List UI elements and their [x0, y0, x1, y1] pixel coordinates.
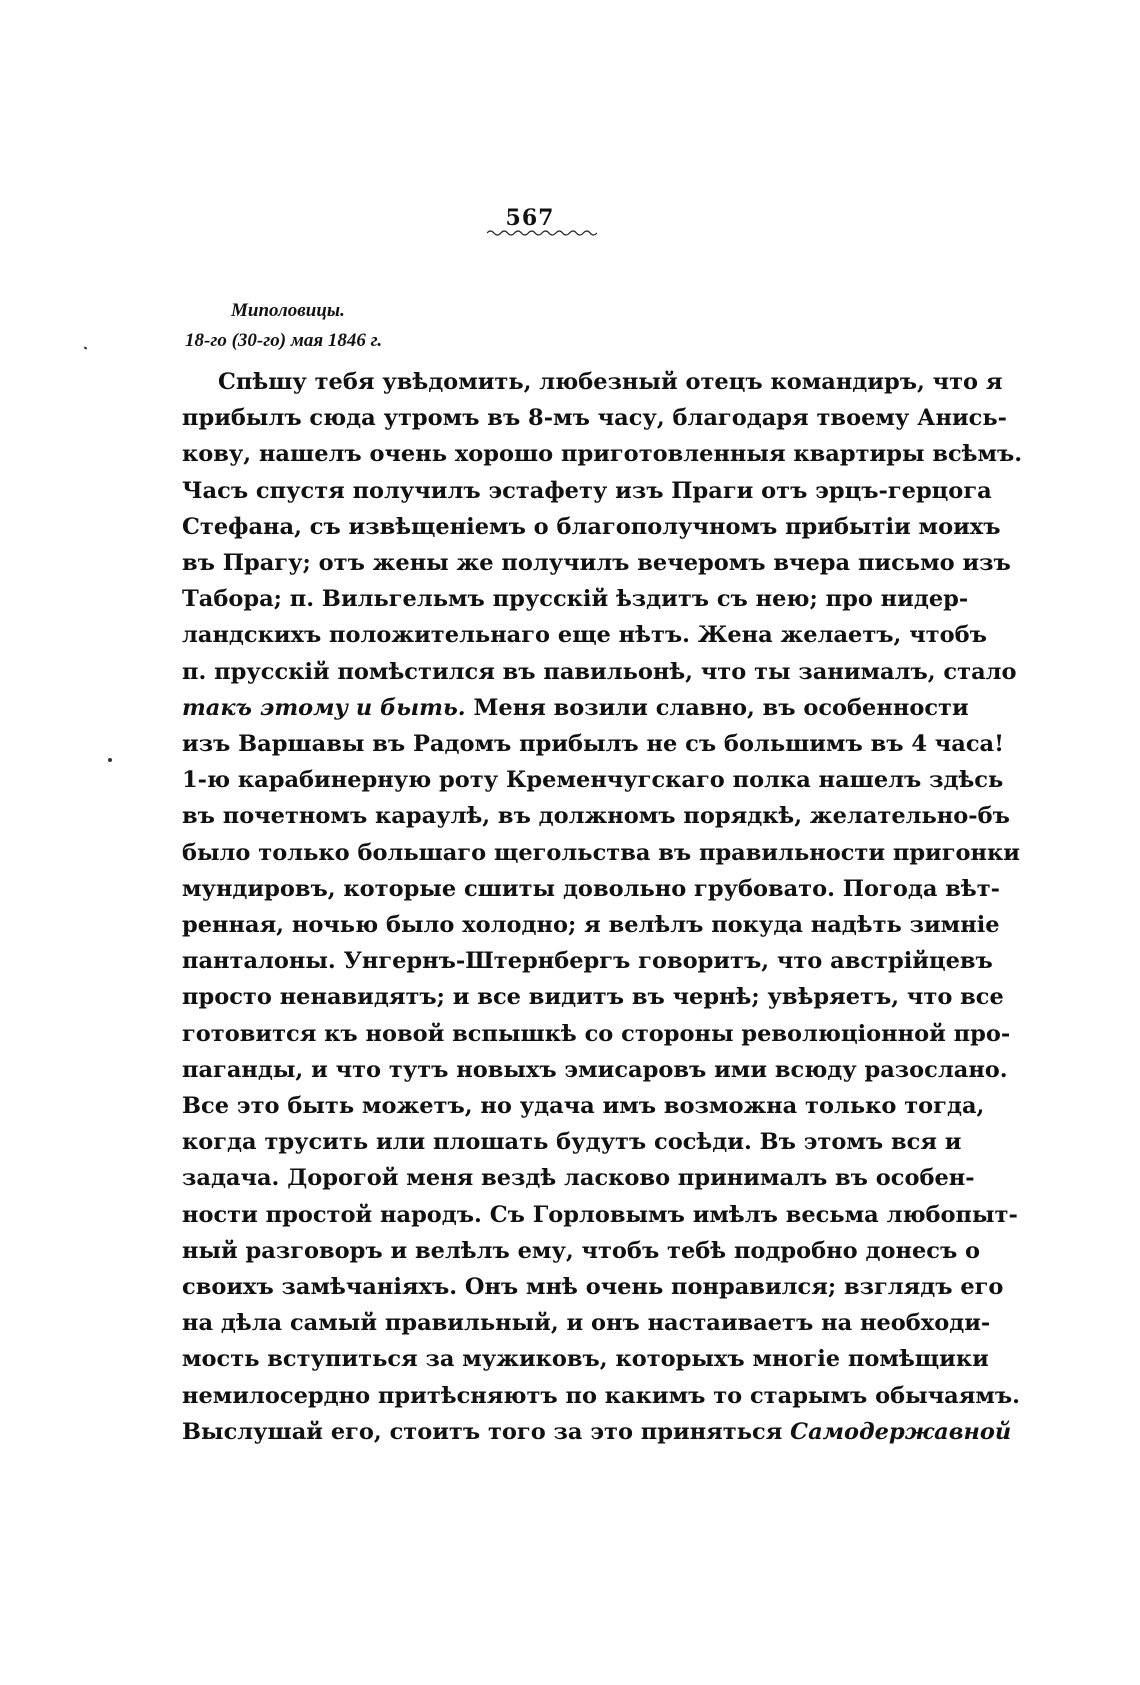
text-segment: Выслушай его, стоитъ того за это приняться [182, 1418, 791, 1445]
text-line: готовится къ новой вспышкѣ со стороны революціонной про- [182, 1020, 1011, 1047]
text-line: прибылъ сюда утромъ въ 8-мъ часу, благодаря твоему Анись- [182, 405, 1007, 432]
text-line: въ Прагу; отъ жены же получилъ вечеромъ вчера письмо изъ [182, 550, 1011, 577]
letter-body [182, 364, 1023, 1450]
text-line: ландскихъ положительнаго еще нѣтъ. Жена желаетъ, чтобъ [182, 622, 987, 649]
text-line [182, 690, 969, 726]
text-line: изъ Варшавы въ Радомъ прибылъ не съ большимъ въ 4 часа! [182, 731, 1005, 758]
text-line [182, 1414, 1012, 1450]
text-line: п. прусскій помѣстился въ павильонѣ, что ты занималъ, стало [182, 658, 1017, 685]
scan-speck [108, 758, 112, 762]
dateline [185, 296, 382, 356]
text-line: немилосердно притѣсняютъ по какимъ то старымъ обычаямъ. [182, 1382, 1021, 1409]
text-line: было только большаго щегольства въ правильности пригонки [182, 839, 1020, 866]
dateline-date: 18-го (30-го) мая 1846 г. [185, 330, 383, 351]
dateline-place: Миполовицы. [231, 300, 345, 321]
text-line: панталоны. Унгернъ-Штернбергъ говоритъ, что австрійцевъ [182, 948, 993, 975]
page-number: 567 [505, 205, 555, 231]
text-line: своихъ замѣчаніяхъ. Онъ мнѣ очень понравился; взглядъ его [182, 1274, 1004, 1301]
text-line: Стефана, съ извѣщеніемъ о благополучномъ прибытіи моихъ [182, 513, 1001, 540]
text-line: задача. Дорогой меня вездѣ ласково принималъ въ особен- [182, 1165, 975, 1192]
scan-speck [84, 346, 88, 349]
page-number-underline [487, 229, 597, 237]
text-line: ности простой народъ. Съ Горловымъ имѣлъ весьма любопыт- [182, 1201, 1018, 1228]
text-line: ренная, ночью было холодно; я велѣлъ покуда надѣть зимніе [182, 912, 1000, 939]
text-line: Все это быть можетъ, но удача имъ возможна только тогда, [182, 1093, 985, 1120]
italic-phrase: Самодержавной [790, 1418, 1012, 1445]
text-segment: Меня возили славно, въ особенности [465, 694, 969, 721]
text-line: Часъ спустя получилъ эстафету изъ Праги отъ эрцъ-герцога [182, 477, 992, 504]
text-line: когда трусить или плошать будутъ сосѣди. Въ этомъ вся и [182, 1129, 962, 1156]
text-line: мундировъ, которые сшиты довольно грубовато. Погода вѣт- [182, 875, 1000, 902]
text-line: Спѣшу тебя увѣдомить, любезный отецъ командиръ, что я [218, 369, 1003, 395]
text-line: паганды, и что тутъ новыхъ эмисаровъ ими всюду разослано. [182, 1056, 1008, 1083]
text-line: кову, нашелъ очень хорошо приготовленныя квартиры всѣмъ. [182, 441, 1023, 468]
italic-phrase: такъ этому и быть. [182, 694, 466, 721]
text-line: на дѣла самый правильный, и онъ настаиваетъ на необходи- [182, 1310, 991, 1337]
text-line: ный разговоръ и велѣлъ ему, чтобъ тебѣ подробно донесъ о [182, 1237, 981, 1264]
text-line: просто ненавидятъ; и все видитъ въ чернѣ; увѣряетъ, что все [182, 984, 1004, 1011]
text-line: въ почетномъ караулѣ, въ должномъ порядкѣ, желательно-бъ [182, 803, 1010, 830]
text-line: мость вступиться за мужиковъ, которыхъ многіе помѣщики [182, 1346, 989, 1373]
text-line: 1-ю карабинерную роту Кременчугскаго полка нашелъ здѣсь [182, 767, 1004, 794]
text-line: Табора; п. Вильгельмъ прусскій ѣздитъ съ нею; про нидер- [182, 586, 969, 613]
